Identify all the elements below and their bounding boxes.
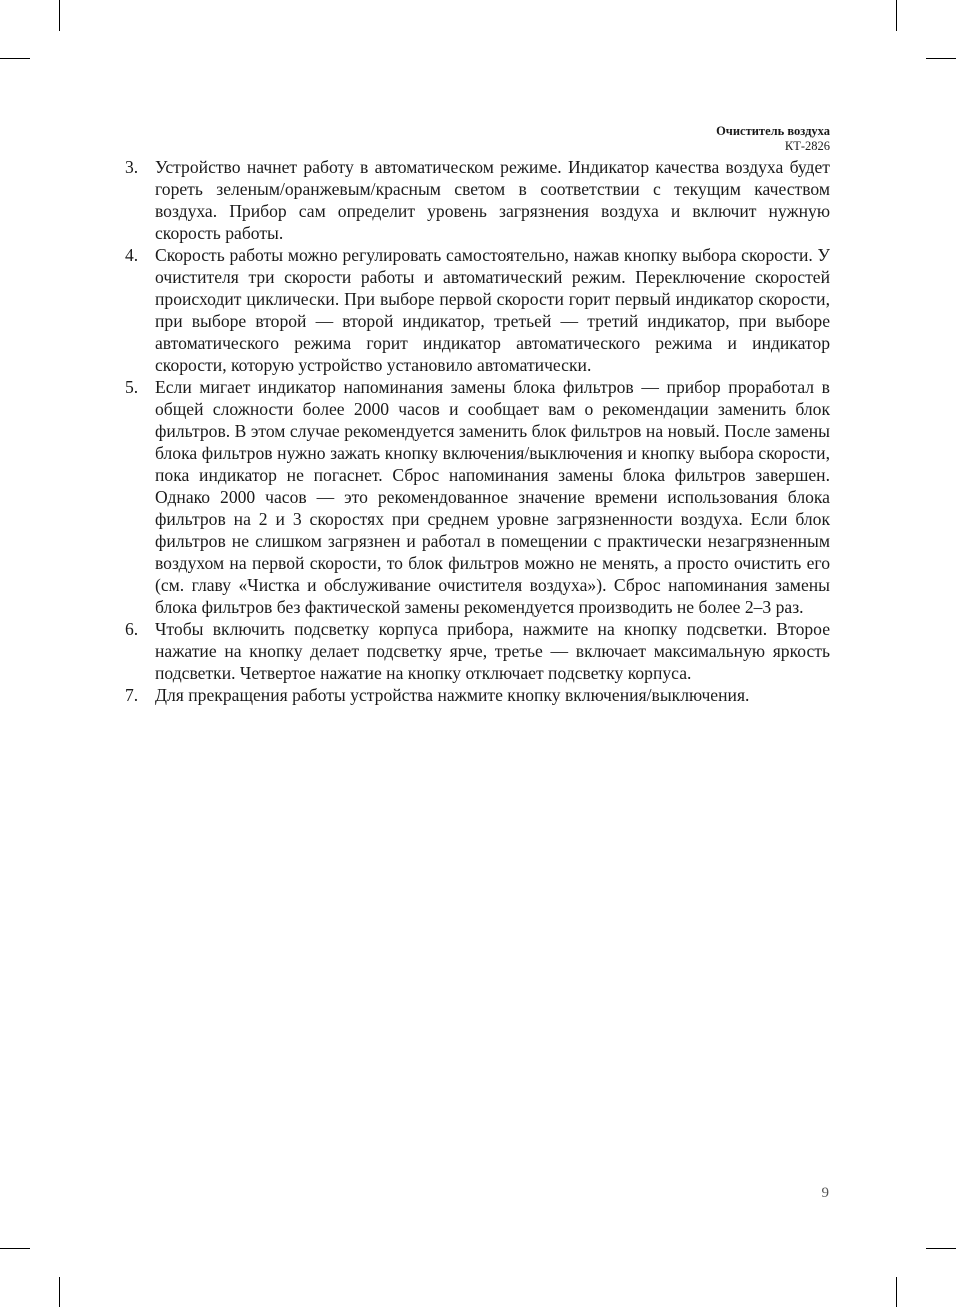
list-item-number: 3. bbox=[125, 157, 139, 177]
list-item bbox=[125, 376, 830, 618]
crop-mark-bottom-right-vertical bbox=[896, 1277, 897, 1307]
list-item-number: 7. bbox=[125, 685, 139, 705]
list-item-text: Для прекращения работы устройства нажмите кнопку включения/выключения. bbox=[155, 685, 750, 705]
crop-mark-bottom-right-horizontal bbox=[926, 1248, 956, 1249]
crop-mark-top-left-horizontal bbox=[0, 58, 30, 59]
crop-mark-top-left-vertical bbox=[59, 0, 60, 31]
crop-mark-bottom-left-horizontal bbox=[0, 1248, 30, 1249]
header-product-title: Очиститель воздуха bbox=[716, 124, 830, 138]
list-item bbox=[125, 244, 830, 376]
list-item-number: 6. bbox=[125, 619, 139, 639]
list-item bbox=[125, 618, 830, 684]
list-item bbox=[125, 156, 830, 244]
crop-mark-bottom-left-vertical bbox=[59, 1277, 60, 1307]
list-item bbox=[125, 684, 830, 706]
list-item-text: Чтобы включить подсветку корпуса прибора, нажмите на кнопку подсветки. Второе нажатие на кнопку делает подсветку ярче, третье — включает максимальную яркость подсветки. Четвертое нажатие на кнопку отключает подсветку корпуса. bbox=[155, 619, 830, 683]
list-item-text: Если мигает индикатор напоминания замены блока фильтров — прибор проработал в общей сложности более 2000 часов и сообщает вам о рекомендации заменить блок фильтров. В этом случае рекомендуется заменить блок фильтров на новый. После замены блока фильтров нужно зажать кнопку включения/выключения и кнопку выбора скорости, пока индикатор не погаснет. Сброс напоминания замены блока фильтров завершен. Однако 2000 часов — это рекомендованное значение времени использования блока фильтров на 2 и 3 скоростях при среднем уровне загрязненности воздуха. Если блок фильтров не слишком загрязнен и работал в помещении с практически незагрязненным воздухом на первой скорости, то блок фильтров можно не менять, а просто очистить его (см. главу «Чистка и обслуживание очистителя воздуха»). Сброс напоминания замены блока фильтров без фактической замены рекомендуется производить не более 2–3 раз. bbox=[155, 377, 830, 617]
running-header bbox=[716, 124, 830, 154]
header-model-number: КТ-2826 bbox=[784, 139, 830, 153]
list-item-number: 4. bbox=[125, 245, 139, 265]
crop-mark-top-right-horizontal bbox=[926, 58, 956, 59]
list-item-text: Устройство начнет работу в автоматическом режиме. Индикатор качества воздуха будет гореть зеленым/оранжевым/красным светом в соответствии с текущим качеством воздуха. Прибор сам определит уровень загрязнения воздуха и включит нужную скорость работы. bbox=[155, 157, 830, 243]
list-item-text: Скорость работы можно регулировать самостоятельно, нажав кнопку выбора скорости. У очистителя три скорости работы и автоматический режим. Переключение скоростей происходит циклически. При выборе первой скорости горит первый индикатор скорости, при выборе второй — второй индикатор, третьей — третий индикатор, при выборе автоматического режима горит индикатор автоматического режима и индикатор скорости, которую устройство установило автоматически. bbox=[155, 245, 830, 375]
list-item-number: 5. bbox=[125, 377, 139, 397]
page-number: 9 bbox=[821, 1185, 829, 1201]
instructions-list bbox=[125, 156, 830, 706]
crop-mark-top-right-vertical bbox=[896, 0, 897, 31]
